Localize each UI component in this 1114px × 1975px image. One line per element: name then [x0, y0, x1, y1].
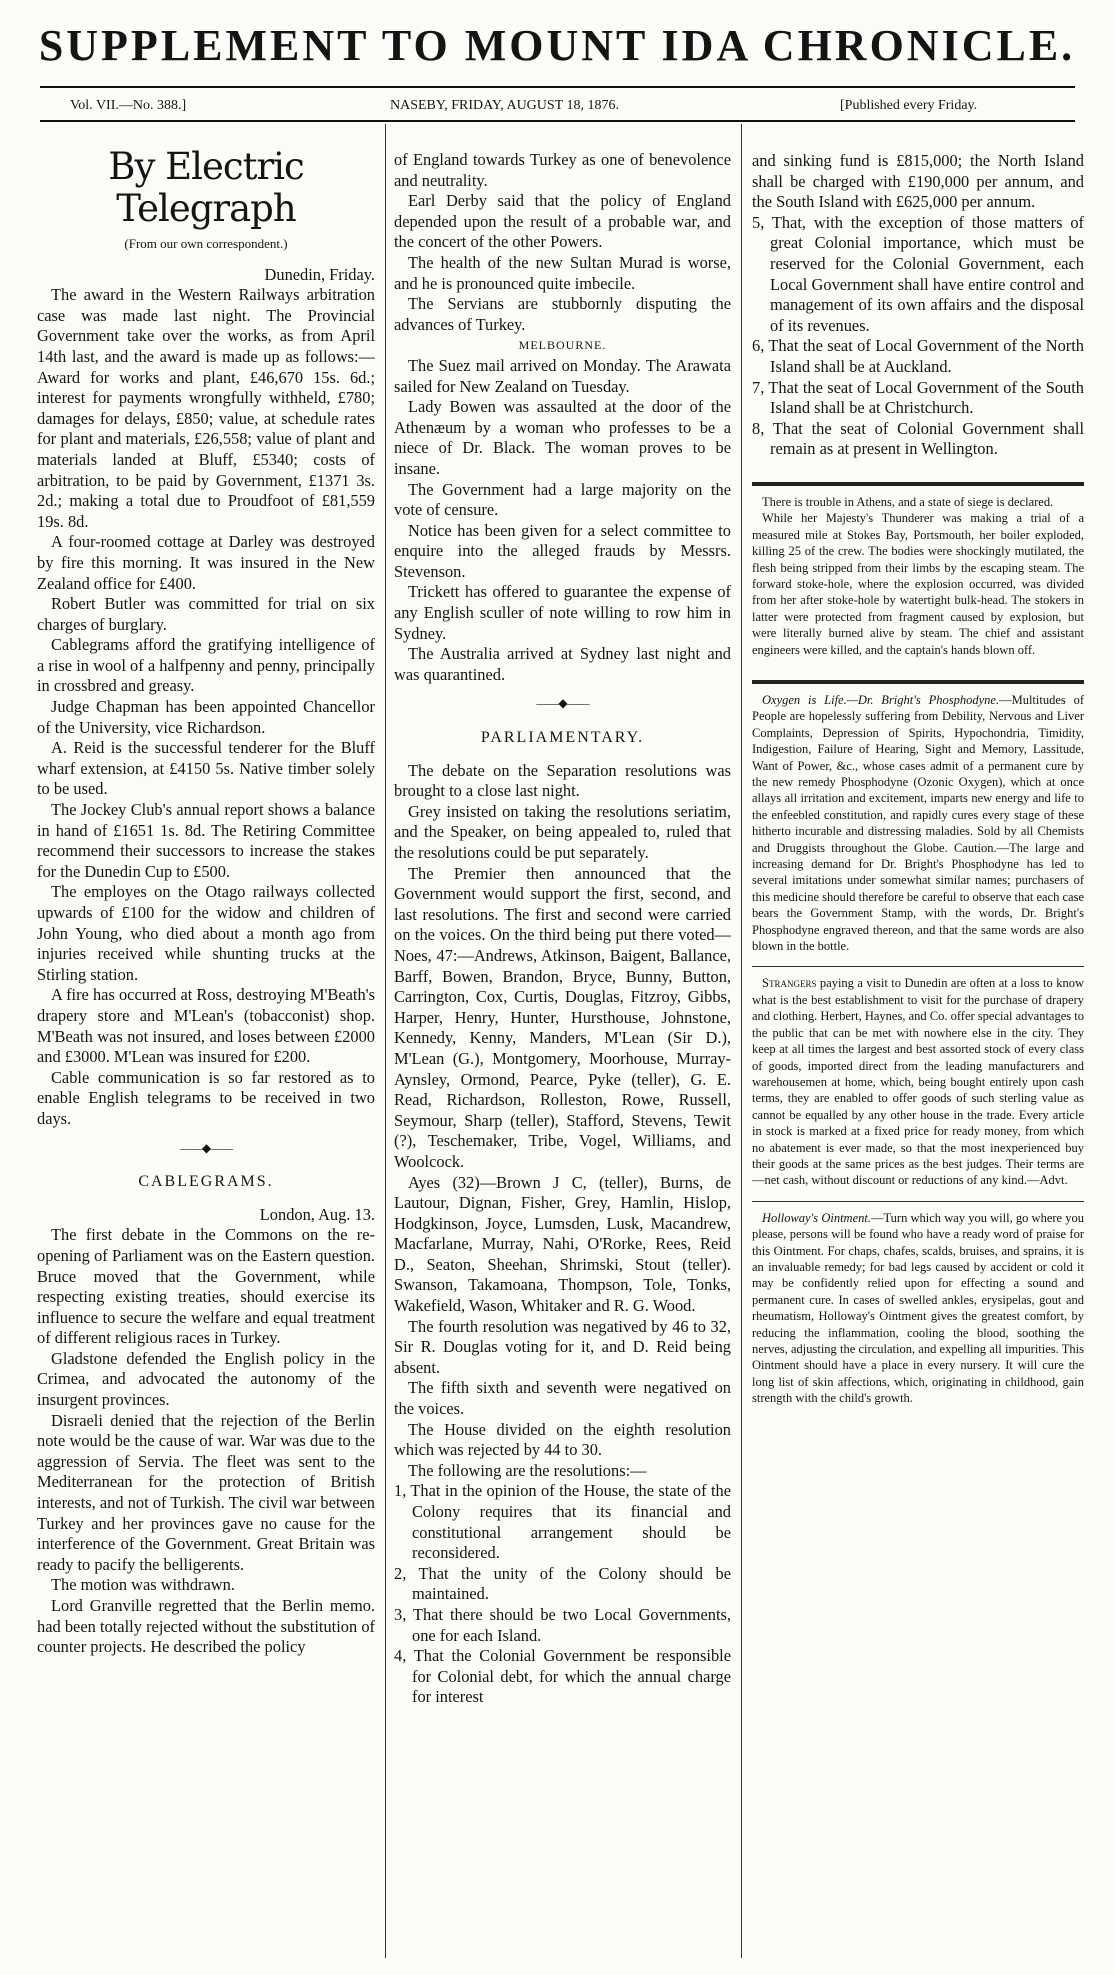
article-paragraph: The fourth resolution was negatived by 46 to 32, Sir R. Douglas voting for it, and D. Reid being absent.: [394, 1316, 731, 1377]
resolution-item: 1, That in the opinion of the House, the state of the Colony requires that its financial and constitutional arrangement should be reconsidered.: [394, 1481, 731, 1563]
article-paragraph: Robert Butler was committed for trial on six charges of burglary.: [37, 594, 375, 634]
article-paragraph: The Government had a large majority on the vote of censure.: [394, 479, 731, 520]
resolution-item: 5, That, with the exception of those matters of great Colonial importance, which must be reserved for the Colonial Government, each Local Government shall have entire control and management of its own affairs and the disposal of its revenues.: [752, 212, 1084, 335]
article-paragraph: Notice has been given for a select committee to enquire into the alleged frauds by Messrs. Stevenson.: [394, 520, 731, 581]
article-paragraph: The House divided on the eighth resolution which was rejected by 44 to 30.: [394, 1419, 731, 1460]
article-paragraph: Earl Derby said that the policy of England depended upon the result of a probable war, and the concert of the other Powers.: [394, 191, 731, 252]
advert-body: —Turn which way you will, go where you please, persons will be found who have a ready word of praise for this Ointment. For chaps, chafes, scalds, bruises, and sprains, it is an invaluable remedy; for bad legs caused by accident or cold it may be confidently relied upon for effecting a sound and permanent cure. In cases of swelled ankles, erysipelas, gout and rheumatism, Holloway's Ointment gives the greatest comfort, by reducing the inflammation, cooling the blood, soothing the nerves, adjusting the circulation, and expelling all impurities. This Ointment should have a place in every nursery. It will cure the long list of skin affections, which, originating in childhood, gain strength with the child's growth.: [752, 1210, 1084, 1406]
article-paragraph: The fifth sixth and seventh were negatived on the voices.: [394, 1378, 731, 1419]
advert-paragraph: [752, 692, 1084, 955]
article-paragraph: Cable communication is so far restored as to enable English telegrams to be received in two days.: [37, 1067, 375, 1128]
resolution-item: 4, That the Colonial Government be responsible for Colonial debt, for which the annual charge for interest: [394, 1646, 731, 1707]
dateline-bar: [70, 98, 1070, 120]
article-paragraph: The motion was withdrawn.: [51, 1575, 235, 1595]
article-paragraph: The award in the Western Railways arbitration case was made last night. The Provincial Government take over the works, as from April 14th last, and the award is made up as follows:—Award for works and plant, £46,670 15s. 6d.; interest for payments wrongfully withheld, £780; damages for delays, £850; value, at schedule rates for plant and materials, £26,558; value of plant and materials landed at Bluff, £5340; costs of arbitration, to be paid by Government, £1371 3s. 2d.; making a total due to Proudfoot of £81,559 19s. 8d.: [37, 285, 375, 531]
resolution-item: 3, That there should be two Local Governments, one for each Island.: [394, 1604, 731, 1645]
article-paragraph: Grey insisted on taking the resolutions seriatim, and the Speaker, on being appealed to, ruled that the resolutions could be put separately.: [394, 801, 731, 862]
resolution-item: 8, That the seat of Colonial Government shall remain as at present in Wellington.: [752, 418, 1084, 459]
article-paragraph: Trickett has offered to guarantee the expense of any English sculler of note willing to row him in Sydney.: [394, 582, 731, 643]
athens-news-block: [752, 482, 1084, 658]
article-paragraph: The Australia arrived at Sydney last night and was quarantined.: [394, 644, 731, 684]
article-paragraph: A. Reid is the successful tenderer for the Bluff wharf extension, at £4150 5s. Native timber solely to be used.: [37, 738, 375, 799]
masthead-title: SUPPLEMENT TO MOUNT IDA CHRONICLE.: [38, 21, 1076, 70]
holloway-advert: [752, 1201, 1084, 1407]
article-paragraph: Gladstone defended the English policy in the Crimea, and advocated the autonomy of the insurgent provinces.: [37, 1348, 375, 1410]
column-divider-2: [741, 124, 742, 1958]
article-paragraph: The Premier then announced that the Government would support the first, second, and last resolutions. The first and second were carried on the voices. On the third being put there voted—Noes, 47:—Andrews, Atkinson, Baigent, Ballance, Barff, Bowen, Brandon, Bryce, Bunny, Button, Carrington, Cox, Curtis, Douglas, Fitzroy, Gibbs, Harper, Henry, Hunter, Hursthouse, Johnstone, Kennedy, Kenny, Manders, M'Lean (Sir D.), M'Lean (G.), Montgomery, Moorhouse, Murray-Aynsley, Ormond, Pearce, Pyke (teller), G. E. Read, Richardson, Rolleston, Rowe, Russell, Seymour, Sharp (teller), Stafford, Stevens, Tewit (?), Teschemaker, Tribe, Vogel, Williams, and Woolcock.: [394, 863, 731, 1171]
volume-number: Vol. VII.—No. 388.]: [70, 98, 187, 113]
telegraph-headline: By Electric Telegraph: [108, 145, 304, 230]
advert-paragraph: [752, 975, 1084, 1188]
article-paragraph: A four-roomed cottage at Darley was destroyed by fire this morning. It was insured in the New Zealand office for £400.: [37, 532, 375, 593]
advert-title: Oxygen is Life.—Dr. Bright's Phosphodyne.: [762, 692, 1000, 707]
melbourne-heading: MELBOURNE.: [518, 338, 607, 353]
london-dateline: London, Aug. 13.: [259, 1204, 375, 1224]
advert-body: —Multitudes of People are hopelessly suffering from Debility, Nervous and Liver Complaints, Depression of Spirits, Hypochondria, Timidity, Indigestion, Failure of Hearing, Sight and Memory, Lassitude, Want of Power, &c., whose cases admit of a permanent cure by the new remedy Phosphodyne (Ozonic Oxygen), which at once allays all irritation and excitement, imparts new energy and life to the enfeebled constitution, and rapidly cures every stage of these hitherto incurable and distressing maladies. Sold by all Chemists and Druggists throughout the Globe. Caution.—The large and increasing demand for Dr. Bright's Phosphodyne has led to several imitations under somewhat similar names; purchasers of this medicine should therefore be careful to observe that each case bears the Government Stamp, with the words, Dr. Bright's Phosphodyne engraved thereon, and that the same words are also blown in the bottle.: [752, 692, 1084, 954]
article-paragraph: and sinking fund is £815,000; the North Island shall be charged with £190,000 per annum, and the South Island with £625,000 per annum.: [752, 151, 1084, 212]
column-3: [752, 151, 1084, 1966]
article-paragraph: Disraeli denied that the rejection of the Berlin note would be the cause of war. War was due to the aggression of Servia. The fleet was sent to the Mediterranean for the protection of British interests, and not of Turkish. The civil war between Turkey and her provinces gave no cause for the interference of the Government. Great Britain was ready to pacify the belligerents.: [37, 1410, 375, 1574]
article-paragraph: of England towards Turkey as one of benevolence and neutrality.: [394, 150, 731, 190]
article-paragraph: The employes on the Otago railways collected upwards of £100 for the widow and children of John Young, who died about a month ago from injuries received while shunting trucks at the Stirling station.: [37, 882, 375, 984]
article-paragraph: Cablegrams afford the gratifying intelligence of a rise in wool of a halfpenny and penny, principally in crossbred and greasy.: [37, 635, 375, 696]
parliamentary-heading: PARLIAMENTARY.: [480, 729, 645, 747]
column-divider-1: [385, 124, 386, 1958]
article-paragraph: Lord Granville regretted that the Berlin memo. had been totally rejected without the substitution of counter projects. He described the policy: [37, 1596, 375, 1657]
article-paragraph: Ayes (32)—Brown J C, (teller), Burns, de Lautour, Dignan, Fisher, Grey, Hamlin, Hislop, Hodgkinson, Joyce, Lumsden, Lusk, Macandrew, Macfarlane, Murray, Nahi, O'Rorke, Rees, Reid D., Seaton, Sheehan, Shrimski, Stout (teller). Swanson, Takamoana, Thompson, Tole, Tonks, Wakefield, Wason, Whitaker and R. G. Wood.: [394, 1172, 731, 1316]
article-paragraph: The Suez mail arrived on Monday. The Arawata sailed for New Zealand on Tuesday.: [394, 355, 731, 396]
article-paragraph: The first debate in the Commons on the re-opening of Parliament was on the Eastern question. Bruce moved that the Government, while respecting existing treaties, should exercise its influence to secure the welfare and equal treatment of different religious races in Turkey.: [37, 1225, 375, 1348]
cablegrams-heading: CABLEGRAMS.: [138, 1173, 274, 1191]
section-ornament: ——◆——: [536, 696, 589, 711]
phosphodyne-advert: [752, 680, 1084, 955]
article-paragraph: The Servians are stubbornly disputing the advances of Turkey.: [394, 294, 731, 334]
resolution-item: 2, That the unity of the Colony should be maintained.: [394, 1563, 731, 1604]
advert-lead: Strangers: [762, 976, 817, 991]
article-paragraph: A fire has occurred at Ross, destroying M'Beath's drapery store and M'Lean's (tobacconist) shop. M'Beath was not insured, and loses between £2000 and £3000. M'Lean was insured for £200.: [37, 985, 375, 1067]
masthead-rule-top: [40, 86, 1075, 88]
publication-note: [Published every Friday.: [840, 98, 978, 113]
article-paragraph: The health of the new Sultan Murad is worse, and he is pronounced quite imbecile.: [394, 252, 731, 293]
article-paragraph: The debate on the Separation resolutions was brought to a close last night.: [394, 760, 731, 801]
news-paragraph: There is trouble in Athens, and a state of siege is declared.: [762, 494, 1054, 509]
advert-title: Holloway's Ointment.: [762, 1210, 871, 1225]
article-paragraph: Judge Chapman has been appointed Chancellor of the University, vice Richardson.: [37, 697, 375, 737]
issue-date: NASEBY, FRIDAY, AUGUST 18, 1876.: [390, 98, 619, 113]
resolution-item: 6, That the seat of Local Government of the North Island shall be at Auckland.: [752, 336, 1084, 376]
advert-body: paying a visit to Dunedin are often at a loss to know what is the best establishment to visit for the purchase of drapery and clothing. Herbert, Haynes, and Co. offer special advantages to the public that can be met with nowhere else in the city. They keep at all times the largest and best assorted stock of every class of goods, imported direct from the leading manufacturers and warehousemen at home, which, being bought entirely upon cash terms, they are enabled to offer goods of such sterling value as cannot be equalled by any other house in the trade. Every article in stock is marked at a fixed price for ready money, from which no abatement is ever made, so that the most inexperienced buy their goods at the same prices as the best judges. Their terms are—net cash, without discount or reductions of any kind.—Advt.: [752, 976, 1084, 1188]
masthead-rule-bottom: [40, 120, 1075, 122]
resolution-item: 7, That the seat of Local Government of the South Island shall be at Christchurch.: [752, 377, 1084, 418]
article-paragraph: The following are the resolutions:—: [408, 1460, 647, 1480]
advert-paragraph: [752, 1210, 1084, 1407]
news-paragraph: While her Majesty's Thunderer was making a trial of a measured mile at Stokes Bay, Portsmouth, her boiler exploded, killing 25 of the crew. The bodies were shockingly mutilated, the flesh being stripped from their limbs by the escaping steam. The forward stoke-hole, where the explosion occurred, was divided from her after stoke-hole by watertight bulk-head. The stokers in latter were protected from fragment caused by explosion, but were literally burned alive by steam. The chief and assistant engineers were killed, and the captain's hands blown off.: [752, 511, 1084, 657]
column-1: [37, 140, 375, 1960]
column-2: [394, 150, 731, 1975]
article-paragraph: Lady Bowen was assaulted at the door of the Athenæum by a woman who professes to be a niece of Dr. Black. The woman proves to be insane.: [394, 397, 731, 478]
article-paragraph: The Jockey Club's annual report shows a balance in hand of £1651 1s. 8d. The Retiring Committee recommend their successors to increase the stakes for the Dunedin Cup to £500.: [37, 800, 375, 881]
dunedin-dateline: Dunedin, Friday.: [264, 264, 375, 284]
strangers-advert: [752, 966, 1084, 1188]
correspondent-note: (From our own correspondent.): [124, 236, 288, 251]
section-ornament: ——◆——: [179, 1140, 233, 1155]
